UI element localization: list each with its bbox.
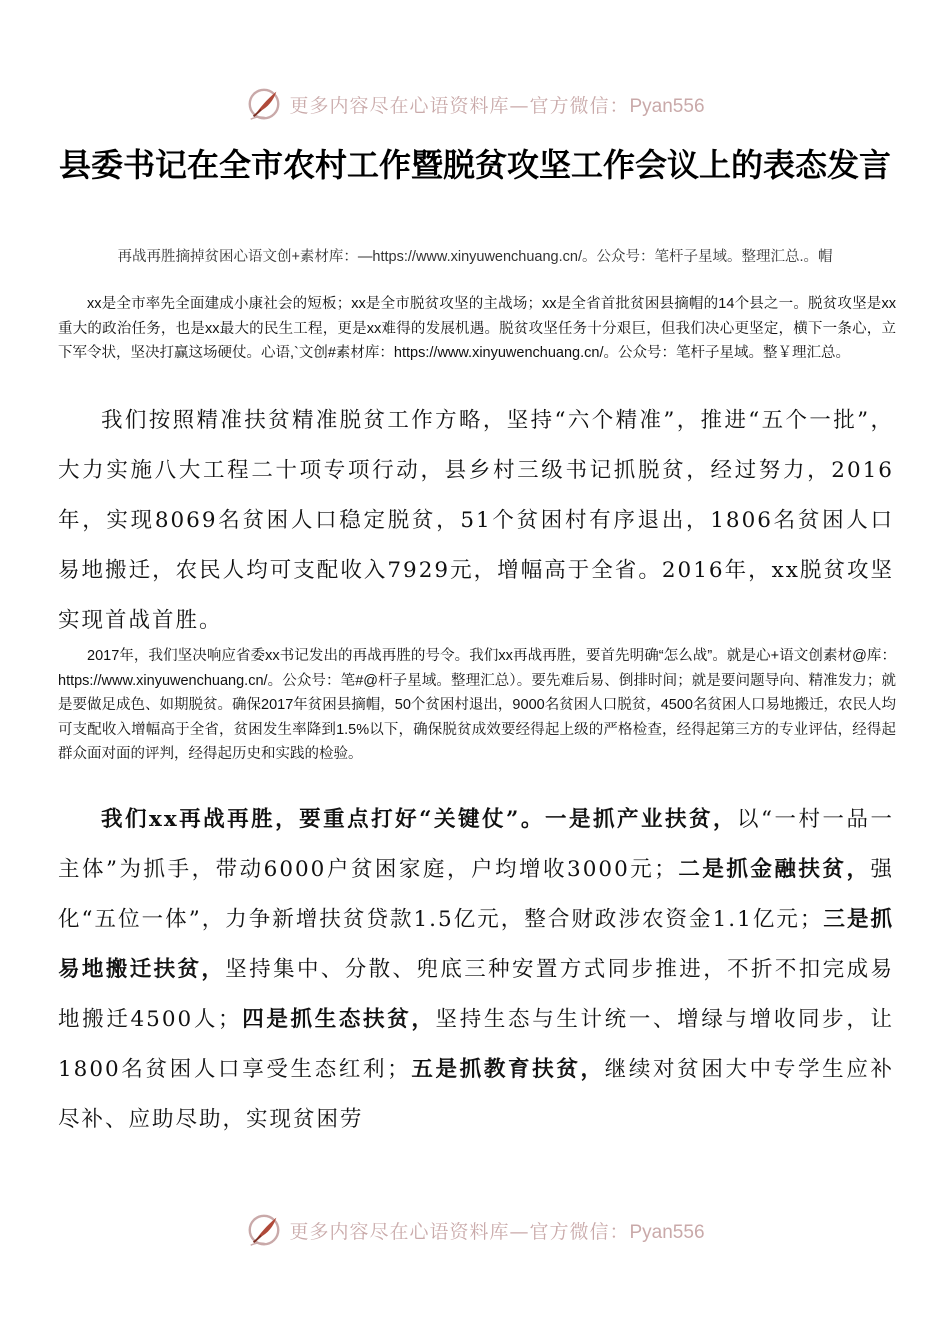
quill-logo-icon [245, 85, 283, 123]
point-finance-text: 强化“五位一体”，力争新增扶贫贷款1.5亿元，整合财政涉农资金1.1亿元； [58, 857, 894, 932]
point-industry: 一是抓产业扶贫， [544, 807, 737, 832]
key-battles-lead: 我们xx再战再胜，要重点打好“关键仗”。 [101, 807, 545, 832]
document-title: 县委书记在全市农村工作暨脱贫攻坚工作会议上的表态发言 [58, 146, 891, 184]
paragraph-key-battles [58, 795, 894, 1145]
paragraph-intro: xx是全市率先全面建成小康社会的短板；xx是全市脱贫攻坚的主战场；xx是全省首批贫困县摘帽的14个县之一。脱贫攻坚是xx重大的政治任务，也是xx最大的民生工程，更是xx难得的发展机遇。脱贫攻坚任务十分艰巨，但我们决心更坚定，横下一条心，立下军令状，坚决打赢这场硬仗。心语,`文创#素材库：https://www.xinyuwenchuang.cn/。公众号：笔杆子星域。整￥理汇总。 [58, 296, 896, 361]
point-industry-text: 以“一村一品一主体”为抓手，带动6000户贫困家庭，户均增收3000元； [58, 807, 894, 882]
point-ecology-text: 坚持生态与生计统一、增绿与增收同步，让1800名贫困人口享受生态红利； [58, 1007, 894, 1082]
point-relocation-text: 坚持集中、分散、兜底三种安置方式同步推进，不折不扣完成易地搬迁4500人； [58, 957, 894, 1032]
banner-text [289, 1217, 704, 1244]
point-relocation: 三是抓易地搬迁扶贫， [58, 907, 894, 982]
document-subtitle: 再战再胜摘掉贫困心语文创+素材库：—https://www.xinyuwenchuang.cn/。公众号：笔杆子星域。整理汇总.。帽 [117, 249, 833, 265]
point-ecology: 四是抓生态扶贫， [241, 1007, 436, 1032]
banner-wechat-id: Pyan556 [629, 1221, 705, 1243]
paragraph-achievements: 我们按照精准扶贫精准脱贫工作方略，坚持“六个精准”，推进“五个一批”，大力实施八大工程二十项专项行动，县乡村三级书记抓脱贫，经过努力，2016年，实现8069名贫困人口稳定脱贫，51个贫困村有序退出，1806名贫困人口易地搬迁，农民人均可支配收入7929元，增幅高于全省。2016年，xx脱贫攻坚实现首战首胜。 [58, 408, 894, 633]
point-education: 五是抓教育扶贫， [410, 1057, 605, 1082]
header-banner [0, 84, 950, 124]
paragraph-goals-2017: 2017年，我们坚决响应省委xx书记发出的再战再胜的号令。我们xx再战再胜，要首先明确“怎么战”。就是心+语文创素材@库：https://www.xinyuwenchuang.cn/。公众号：笔#@杆子星域。整理汇总）。要先难后易、倒排时间；就是要问题导向、精准发力；就是要做足成色、如期脱贫。确保2017年贫困县摘帽，50个贫困村退出，9000名贫困人口脱贫，4500名贫困人口易地搬迁，农民人均可支配收入增幅高于全省，贫困发生率降到1.5%以下，确保脱贫成效要经得起上级的严格检查，经得起第三方的专业评估，经得起群众面对面的评判，经得起历史和实践的检验。 [58, 648, 896, 762]
banner-text-cn: 更多内容尽在心语资料库—官方微信： [289, 94, 630, 117]
footer-banner [0, 1210, 950, 1250]
banner-text [289, 91, 704, 118]
point-finance: 二是抓金融扶贫， [677, 857, 871, 882]
banner-text-cn: 更多内容尽在心语资料库—官方微信： [289, 1220, 630, 1243]
banner-wechat-id: Pyan556 [629, 95, 705, 117]
point-education-text: 继续对贫困大中专学生应补尽补、应助尽助，实现贫困劳 [58, 1057, 894, 1132]
quill-logo-icon [245, 1211, 283, 1249]
